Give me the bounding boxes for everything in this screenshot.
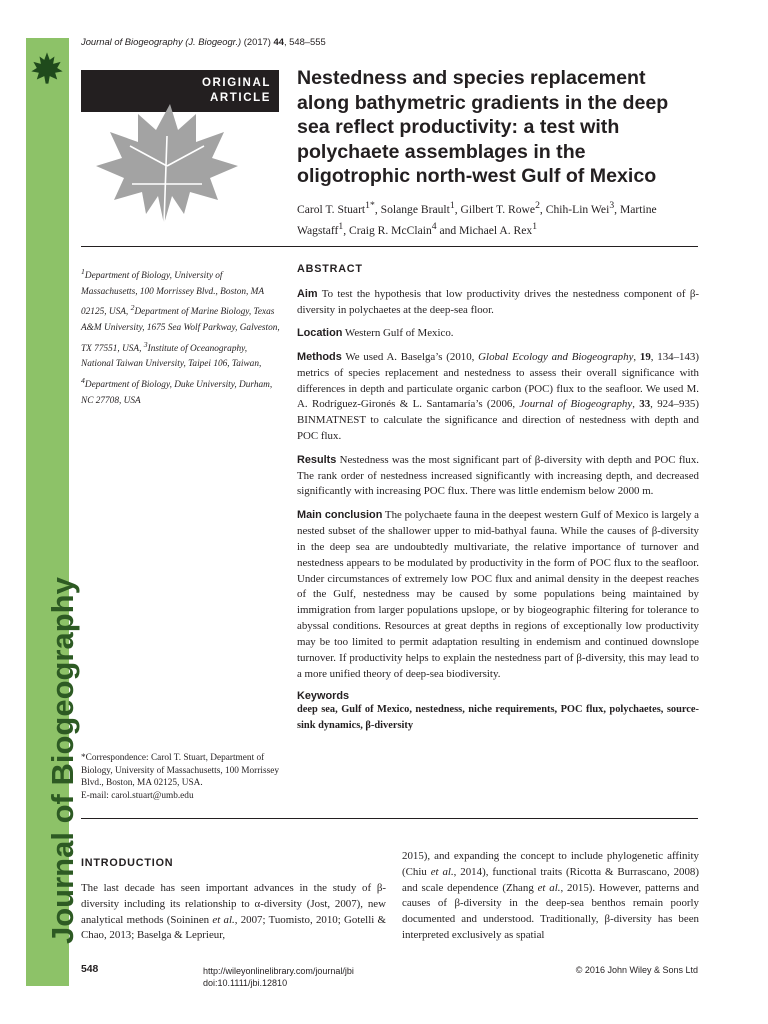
journal-abbrev: (J. Biogeogr.) <box>185 36 242 47</box>
intro-etal: et al. <box>537 881 561 894</box>
author-affil-sup: 3 <box>609 200 615 211</box>
affiliation-text: Department of Biology, Duke University, Durham, NC 27708, USA <box>81 379 273 406</box>
affiliation-text: Department of Biology, University of Massachusetts, 100 Morrissey Blvd., Boston, MA 02125, USA, <box>81 271 264 318</box>
introduction-heading: INTRODUCTION <box>81 857 174 869</box>
methods-text: , 924–935) BINMATNEST to calculate the significance and direction of nestedness with depth and POC flux. <box>297 398 699 443</box>
keywords-heading: Keywords <box>297 690 350 703</box>
results-text: Nestedness was the most significant part of β-diversity with depth and POC flux. The rank order of nestedness increased significantly with increasing depth, and decreased significantly with increasing POC flux. There was little endemism below 2000 m. <box>297 453 699 498</box>
author-name: , Solange Brault <box>374 202 450 216</box>
journal-citation: Global Ecology and Biogeography <box>478 350 634 363</box>
intro-etal: et al. <box>212 913 235 926</box>
methods-text: , <box>633 350 640 363</box>
intro-text: , 2014), functional traits (Ricotta & Burrascano, 2008) and scale dependence (Zhang <box>402 865 700 894</box>
doi-link[interactable]: doi:10.1111/jbi.12810 <box>203 978 288 989</box>
methods-text: , 134–143) metrics of species replacement and nestedness to assess their overall significance with differences in depth and particulate organic carbon (POC) flux to the seafloor. We used M. A. Rodríguez-Gironés & L. Santamaría’s (2006, <box>297 350 700 411</box>
author-list <box>297 197 697 239</box>
methods-text: We used A. Baselga’s (2010, <box>341 350 479 363</box>
correspondence-text: *Correspondence: Carol T. Stuart, Department of Biology, University of Massachusetts, 100 Morrissey Blvd., Boston, MA 02125, USA. <box>81 753 279 789</box>
journal-reference <box>81 36 326 47</box>
journal-side-title: Journal of Biogeography <box>45 577 80 944</box>
intro-etal: et al. <box>430 865 454 878</box>
journal-pages: , 548–555 <box>283 36 326 47</box>
abstract-heading: ABSTRACT <box>297 263 363 275</box>
header-divider <box>81 246 698 247</box>
journal-year: (2017) <box>243 36 271 47</box>
author-name: , Chih-Lin Wei <box>539 202 610 216</box>
affil-sup: 2 <box>130 303 135 313</box>
leaf-emblem-icon <box>92 96 242 231</box>
page-number: 548 <box>81 964 99 975</box>
affil-sup: 4 <box>81 375 85 385</box>
author-affil-sup: 1 <box>338 221 344 233</box>
journal-volume: 44 <box>273 36 284 47</box>
article-title: Nestedness and species replacement along bathymetric gradients in the deep sea reflect productivity: a test with polychaete assemblages in the oligotrophic north-west Gulf of Mexico <box>297 67 669 188</box>
corresponding-mark: * <box>370 200 375 211</box>
author-affil-sup: 2 <box>535 200 540 211</box>
author-name: , Martine Wagstaff <box>297 202 657 237</box>
conclusion-text: The polychaete fauna in the deepest western Gulf of Mexico is largely a nested subset of the shallower upper to mid-bathyal fauna. While the causes of β-diversity in the deep sea are undoubtedly multivariate, the relative importance of turnover and nestedness appears to be modulated by productivity in the form of POC flux to the seafloor. Under circumstances of extremely low POC flux and animal density in the deepest reaches of the Gulf, nestedness may be caused by some populations being maintained by immigration from larger populations upslope, or by biogeographic filtering for tolerance to abyssal conditions. Resources at great depths in regions of exceptionally low productivity may be too limited to permit adaptation resulting in endemism and continued downslope turnover. If productivity helps to explain the nestedness part of β-diversity, this may lead to a more unified theory of deep-sea biodiversity. <box>297 508 699 680</box>
author-name: and Michael A. Rex <box>436 223 533 237</box>
methods-text: , <box>632 398 640 411</box>
author-affil-sup: 1 <box>365 200 370 211</box>
aim-label: Aim <box>297 288 318 300</box>
footer-links <box>203 965 354 989</box>
conclusion-label: Main conclusion <box>297 508 383 521</box>
abstract-methods <box>297 350 699 445</box>
intro-column-right <box>402 849 699 944</box>
author-name: Carol T. Stuart <box>297 202 366 216</box>
author-affil-sup: 1 <box>532 221 538 233</box>
journal-citation: Journal of Biogeography <box>519 398 633 411</box>
abstract-body <box>297 287 699 734</box>
affiliation-text: Institute of Oceanography, National Taiwan University, Taipei 106, Taiwan, <box>81 343 262 370</box>
methods-label: Methods <box>297 350 342 363</box>
volume-citation: 19 <box>639 350 651 363</box>
intro-text: The last decade has seen important advances in the study of β-diversity including its relationship to α-diversity (Jost, 2007), new analytical methods (Soininen <box>81 882 386 926</box>
affiliation-text: Department of Marine Biology, Texas A&M University, 1675 Sea Wolf Parkway, Galveston, TX 77551, USA, <box>81 307 280 354</box>
author-affil-sup: 4 <box>431 221 437 233</box>
abstract-results <box>297 453 699 501</box>
maple-leaf-icon <box>30 50 64 86</box>
abstract-aim <box>297 287 699 319</box>
affiliations <box>81 264 281 409</box>
intro-text: , 2007; Tuomisto, 2010; Gotelli & Chao, 2013; Baselga & Leprieur, <box>81 913 386 942</box>
abstract-location <box>297 326 699 342</box>
author-name: , Gilbert T. Rowe <box>454 202 536 216</box>
abstract-conclusion <box>297 508 699 683</box>
author-affil-sup: 1 <box>449 200 455 211</box>
volume-citation: 33 <box>639 398 651 411</box>
keywords-list: deep sea, Gulf of Mexico, nestedness, niche requirements, POC flux, polychaetes, source-sink dynamics, β-diversity <box>297 704 699 731</box>
aim-text: To test the hypothesis that low productivity drives the nestedness component of β-diversity in polychaetes at the deep-sea floor. <box>297 288 699 316</box>
journal-name: Journal of Biogeography <box>81 36 183 47</box>
intro-text: 2015), and expanding the concept to include phylogenetic affinity (Chiu <box>402 850 699 878</box>
intro-column-left <box>81 881 386 944</box>
affil-sup: 1 <box>81 267 85 276</box>
journal-url-link[interactable]: http://wileyonlinelibrary.com/journal/jbi <box>203 966 354 976</box>
intro-text: , 2015). However, patterns and causes of β-diversity in the deep-sea benthos remain poorly documented and understood. Traditionally, β-diversity has been interpreted exclusively as spatial <box>402 881 699 941</box>
location-label: Location <box>297 327 343 340</box>
correspondence <box>81 752 286 802</box>
article-type-line2: ARTICLE <box>209 92 271 104</box>
copyright-notice: © 2016 John Wiley & Sons Ltd <box>575 965 698 975</box>
correspondence-email[interactable]: E-mail: carol.stuart@umb.edu <box>81 790 194 801</box>
location-text: Western Gulf of Mexico. <box>342 327 454 340</box>
abstract-divider <box>81 818 698 819</box>
article-type-line1: ORIGINAL <box>201 77 271 89</box>
results-label: Results <box>297 453 337 466</box>
author-name: , Craig R. McClain <box>343 223 432 237</box>
affil-sup: 3 <box>143 339 148 349</box>
